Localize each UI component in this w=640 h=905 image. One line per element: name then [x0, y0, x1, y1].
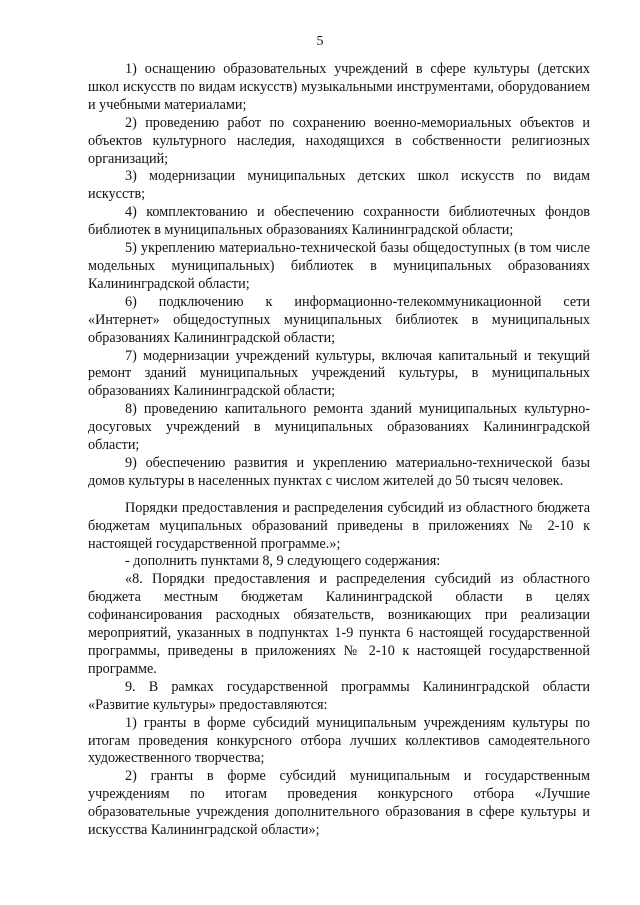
- paragraph-item-1: 1) оснащению образовательных учреждений в сфере культуры (детских школ искусств по видам искусств) музыкальными инструментами, оборудованием и учебными материалами;: [88, 61, 590, 113]
- paragraph-item-3: 3) модернизации муниципальных детских школ искусств по видам искусств;: [88, 168, 590, 203]
- paragraph-point-9: 9. В рамках государственной программы Калининградской области «Развитие культуры» предоставляются:: [88, 678, 590, 713]
- paragraph-grant-1: 1) гранты в форме субсидий муниципальным учреждениям культуры по итогам проведения конкурсного отбора лучших коллективов самодеятельного художественного творчества;: [88, 714, 590, 767]
- paragraph-item-6: 6) подключению к информационно-телекоммуникационной сети «Интернет» общедоступных муниципальных библиотек в муниципальных образованиях Калининградской области;: [88, 293, 590, 346]
- paragraph-item-2: 2) проведению работ по сохранению военно-мемориальных объектов и объектов культурного наследия, находящихся в собственности религиозных организаций;: [88, 114, 590, 167]
- paragraph-item-5: 5) укреплению материально-технической базы общедоступных (в том числе модельных муниципальных) библиотек в муниципальных образованиях Калининградской области;: [88, 240, 590, 292]
- paragraph-item-8: 8) проведению капитального ремонта зданий муниципальных культурно-досуговых учреждений в муниципальных образованиях Калининградской области;: [88, 401, 590, 454]
- paragraph-amendment-note: - дополнить пунктами 8, 9 следующего содержания:: [125, 553, 441, 570]
- paragraph-grant-2: 2) гранты в форме субсидий муниципальным и государственным учреждениям по итогам проведения конкурсного отбора «Лучшие образовательные учреждения дополнительного образования в сфере культуры и искусства Калининградской области»;: [88, 768, 590, 839]
- document-body: [88, 61, 590, 840]
- page-number: 5: [316, 34, 324, 49]
- paragraph-item-4: 4) комплектованию и обеспечению сохранности библиотечных фондов библиотек в муниципальных образованиях Калининградской области;: [88, 204, 590, 239]
- paragraph-point-8: «8. Порядки предоставления и распределения субсидий из областного бюджета местным бюджетам Калининградской области в целях софинансирования расходных обязательств, возникающих при реализации мероприятий, указанных в подпунктах 1-9 пункта 6 настоящей государственной программы, приведены в приложениях № 2-10 к настоящей государственной программе.: [88, 571, 590, 677]
- paragraph-item-7: 7) модернизации учреждений культуры, включая капитальный и текущий ремонт зданий муниципальных учреждений культуры, в муниципальных образованиях Калининградской области;: [88, 347, 590, 400]
- paragraph-item-9: 9) обеспечению развития и укреплению материально-технической базы домов культуры в населенных пунктах с числом жителей до 50 тысяч человек.: [88, 454, 590, 489]
- paragraph-subsidy-procedures: Порядки предоставления и распределения субсидий из областного бюджета бюджетам муципальных образований приведены в приложениях № 2-10 к настоящей государственной программе.»;: [88, 499, 590, 552]
